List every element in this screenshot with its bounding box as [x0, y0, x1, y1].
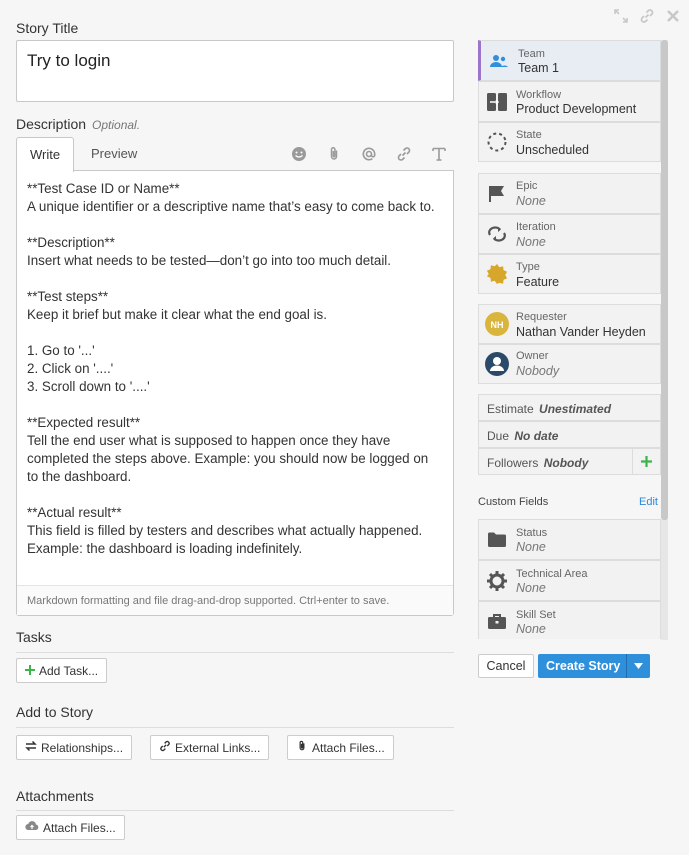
- status-field[interactable]: [478, 519, 661, 560]
- epic-key: Epic: [516, 180, 538, 192]
- owner-field[interactable]: [478, 344, 661, 384]
- add-to-story-divider: [16, 727, 454, 728]
- gear-icon: [485, 569, 509, 593]
- external-links-button[interactable]: [150, 735, 269, 760]
- technical-area-value: None: [516, 581, 546, 595]
- editor-hint: Markdown formatting and file drag-and-drop supported. Ctrl+enter to save.: [17, 585, 453, 615]
- emoji-icon[interactable]: [290, 145, 308, 163]
- sidebar-scrollbar-thumb[interactable]: [661, 40, 668, 520]
- estimate-value: Unestimated: [539, 402, 612, 416]
- team-value: Team 1: [518, 61, 559, 75]
- description-tabs: [16, 137, 454, 171]
- state-key: State: [516, 129, 542, 141]
- attachments-label: Attachments: [16, 788, 94, 804]
- text-format-icon[interactable]: [430, 145, 448, 163]
- description-textarea[interactable]: **Test Case ID or Name** A unique identifier or a descriptive name that’s easy to come back to. **Description** Insert what needs to be tested—don’t go into too much detail. **Test steps** Keep it brief but make it clear what the end goal is. 1. Go to '...' 2. Click on '....' 3. Scroll down to '....' **Expected result** Tell the end user what is supposed to happen once they have completed the steps above. Example: you should now be logged on to the dashboard. **Actual result** This field is filled by testers and describes what actually happened. Example: the dashboard is loading indefinitely.: [27, 181, 435, 556]
- due-field[interactable]: [478, 421, 661, 448]
- attach-files-label: Attach Files...: [312, 740, 385, 755]
- expand-icon[interactable]: [611, 6, 631, 26]
- cancel-button[interactable]: Cancel: [478, 654, 534, 678]
- briefcase-icon: [485, 609, 509, 633]
- epic-value: None: [516, 194, 546, 208]
- add-task-button[interactable]: [16, 658, 107, 683]
- story-title-label: Story Title: [16, 20, 79, 36]
- team-key: Team: [518, 48, 545, 60]
- link-insert-icon[interactable]: [395, 145, 413, 163]
- requester-value: Nathan Vander Heyden: [516, 325, 646, 339]
- add-follower-plus-icon: [641, 456, 652, 467]
- flag-icon: [485, 182, 509, 206]
- iteration-key: Iteration: [516, 221, 556, 233]
- workflow-field[interactable]: [478, 81, 661, 122]
- tab-write[interactable]: Write: [16, 137, 74, 172]
- status-value: None: [516, 540, 546, 554]
- mention-icon[interactable]: [360, 145, 378, 163]
- plus-icon: [25, 664, 35, 678]
- custom-fields-edit-link[interactable]: Edit: [639, 496, 658, 508]
- tasks-divider: [16, 652, 454, 653]
- owner-value: Nobody: [516, 364, 560, 378]
- relationships-icon: [25, 740, 37, 755]
- close-icon[interactable]: [663, 6, 683, 26]
- add-follower-button[interactable]: [632, 449, 660, 474]
- workflow-key: Workflow: [516, 89, 562, 101]
- relationships-button[interactable]: [16, 735, 132, 760]
- window-controls: [611, 6, 683, 26]
- add-to-story-label: Add to Story: [16, 704, 94, 720]
- epic-field[interactable]: [478, 173, 661, 214]
- requester-field[interactable]: [478, 304, 661, 344]
- optional-text: Optional.: [92, 118, 141, 132]
- requester-avatar: [485, 312, 509, 336]
- followers-field[interactable]: [478, 448, 661, 475]
- custom-fields-label: Custom Fields: [478, 496, 549, 508]
- attach-files-button[interactable]: [287, 735, 394, 760]
- technical-area-field[interactable]: [478, 560, 661, 601]
- status-key: Status: [516, 527, 548, 539]
- create-story-label: Create Story: [546, 659, 621, 673]
- state-field[interactable]: [478, 122, 661, 162]
- type-key: Type: [516, 261, 540, 273]
- attachments-divider: [16, 810, 454, 811]
- folder-icon: [485, 528, 509, 552]
- technical-area-key: Technical Area: [516, 568, 588, 580]
- owner-avatar-icon: [485, 352, 509, 376]
- followers-value: Nobody: [543, 456, 589, 470]
- requester-initials: NH: [490, 320, 504, 330]
- add-task-label: Add Task...: [39, 663, 99, 678]
- tasks-label: Tasks: [16, 629, 52, 645]
- cloud-upload-icon: [25, 820, 39, 835]
- skill-set-value: None: [516, 622, 546, 636]
- editor-toolbar: [290, 145, 448, 163]
- team-icon: [487, 49, 511, 73]
- workflow-icon: [485, 90, 509, 114]
- link-icon[interactable]: [637, 6, 657, 26]
- chevron-down-icon: [634, 663, 643, 669]
- estimate-key: Estimate: [487, 402, 534, 416]
- state-value: Unscheduled: [516, 143, 589, 157]
- feature-type-icon: [485, 262, 509, 286]
- create-story-button[interactable]: [538, 654, 650, 678]
- relationships-label: Relationships...: [41, 740, 124, 755]
- description-label: [16, 116, 140, 132]
- workflow-value: Product Development: [516, 102, 637, 116]
- tab-preview[interactable]: Preview: [91, 146, 138, 161]
- story-title-input[interactable]: Try to login: [16, 40, 454, 102]
- requester-key: Requester: [516, 311, 567, 323]
- due-key: Due: [487, 429, 510, 443]
- create-options-dropdown[interactable]: [626, 654, 650, 678]
- type-field[interactable]: [478, 254, 661, 294]
- attachments-attach-label: Attach Files...: [43, 820, 116, 835]
- unscheduled-state-icon: [485, 130, 509, 154]
- attach-files-upload-button[interactable]: [16, 815, 125, 840]
- owner-key: Owner: [516, 350, 549, 362]
- skill-set-key: Skill Set: [516, 609, 556, 621]
- paperclip-icon: [296, 740, 308, 755]
- due-value: No date: [514, 429, 559, 443]
- description-label-text: Description: [16, 116, 87, 132]
- iteration-icon: [485, 222, 509, 246]
- iteration-value: None: [516, 235, 546, 249]
- skill-set-field[interactable]: [478, 601, 661, 639]
- iteration-field[interactable]: [478, 214, 661, 254]
- external-link-icon: [159, 740, 171, 755]
- description-editor[interactable]: [16, 170, 454, 616]
- type-value: Feature: [516, 275, 560, 289]
- sidebar-scrollbar[interactable]: [661, 40, 668, 640]
- attachment-icon[interactable]: [325, 145, 343, 163]
- team-field[interactable]: [478, 40, 661, 81]
- estimate-field[interactable]: [478, 394, 661, 421]
- external-links-label: External Links...: [175, 740, 261, 755]
- custom-fields-header: [478, 496, 658, 508]
- followers-key: Followers: [487, 456, 539, 470]
